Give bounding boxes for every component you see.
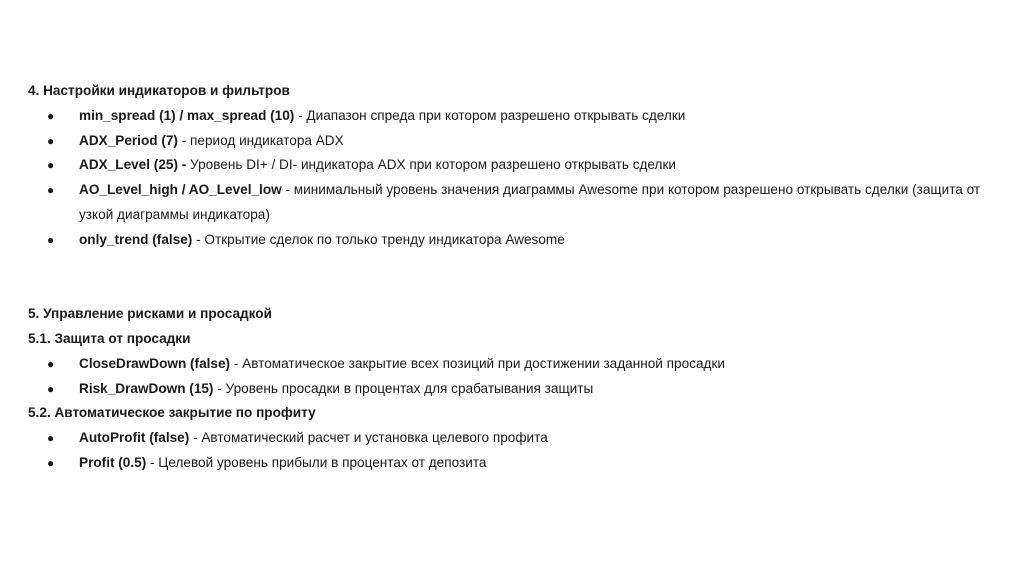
section-5-heading: 5. Управление рисками и просадкой <box>28 306 272 322</box>
param-name: only_trend (false) <box>79 231 193 247</box>
bullet-icon: ● <box>47 108 55 123</box>
section-5-2-heading: 5.2. Автоматическое закрытие по профиту <box>28 405 316 421</box>
spacer <box>28 277 988 302</box>
param-name: ADX_Level (25) - <box>79 157 187 173</box>
param-description: - минимальный уровень значения диаграммы Awesome при котором разрешено открывать сделки (защита от узкой диаграммы индикатора) <box>79 182 981 222</box>
list-item <box>28 129 988 154</box>
param-description: - Открытие сделок по только тренду индикатора Awesome <box>192 231 565 247</box>
section-4-list <box>28 104 988 253</box>
param-name: min_spread (1) / max_spread (10) <box>79 107 295 123</box>
list-item <box>28 426 988 451</box>
param-name: AO_Level_high / AO_Level_low <box>79 182 282 198</box>
section-4-heading: 4. Настройки индикаторов и фильтров <box>28 83 290 98</box>
document-body <box>28 79 988 476</box>
bullet-icon: ● <box>47 381 55 396</box>
param-name: Profit (0.5) <box>79 454 147 470</box>
list-item <box>28 228 988 253</box>
param-name: CloseDrawDown (false) <box>79 355 231 371</box>
param-name: ADX_Period (7) <box>79 132 178 148</box>
param-description: - Автоматический расчет и установка целевого профита <box>189 430 548 446</box>
bullet-icon: ● <box>47 232 55 247</box>
param-description: Уровень DI+ / DI- индикатора ADX при котором разрешено открывать сделки <box>186 157 677 173</box>
bullet-icon: ● <box>47 431 55 446</box>
section-5-2-list <box>28 426 988 476</box>
param-description: - Автоматическое закрытие всех позиций при достижении заданной просадки <box>230 355 725 371</box>
list-item <box>28 352 988 377</box>
param-name: AutoProfit (false) <box>79 430 190 446</box>
bullet-icon: ● <box>47 183 55 198</box>
list-item <box>28 377 988 402</box>
param-description: - Целевой уровень прибыли в процентах от депозита <box>146 454 487 470</box>
param-description: - Уровень просадки в процентах для срабатывания защиты <box>213 380 594 396</box>
list-item <box>28 153 988 178</box>
param-description: - Диапазон спреда при котором разрешено открывать сделки <box>294 107 686 123</box>
section-5-1-heading: 5.1. Защита от просадки <box>28 330 191 346</box>
list-item <box>28 104 988 129</box>
list-item <box>28 178 988 228</box>
bullet-icon: ● <box>47 356 55 371</box>
param-description: - период индикатора ADX <box>177 132 344 148</box>
bullet-icon: ● <box>47 455 55 470</box>
param-name: Risk_DrawDown (15) <box>79 380 214 396</box>
bullet-icon: ● <box>47 158 55 173</box>
spacer <box>28 253 988 278</box>
bullet-icon: ● <box>47 133 55 148</box>
section-5-1-list <box>28 352 988 402</box>
list-item <box>28 451 988 476</box>
